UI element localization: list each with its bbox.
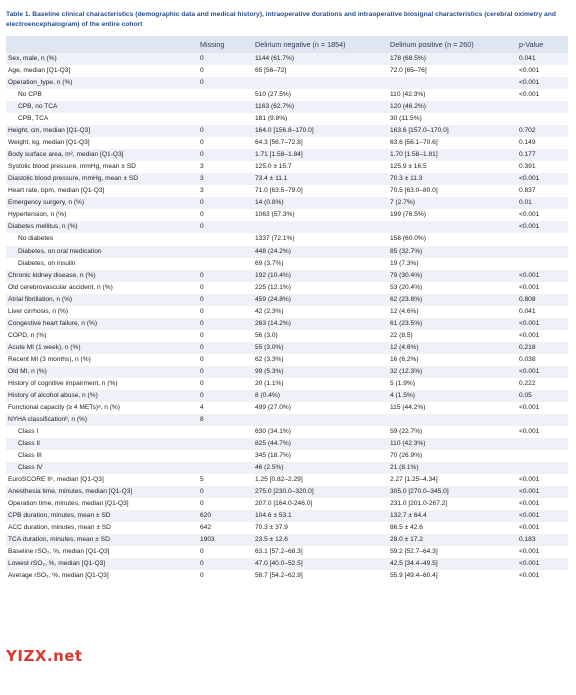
row-delirium-positive: 70.5 [63.0–80.0] [390, 187, 438, 195]
row-missing: 0 [200, 355, 204, 363]
row-label: History of cognitive impairment, n (%) [8, 379, 118, 387]
row-delirium-positive: 28.0 ± 17.2 [390, 536, 423, 544]
row-delirium-positive: 199 (76.5%) [390, 211, 426, 219]
row-p-value: <0.001 [519, 548, 540, 556]
row-p-value: <0.001 [519, 175, 540, 183]
row-missing: 0 [200, 199, 204, 207]
row-delirium-negative: 47.0 [40.0–52.5] [255, 560, 303, 568]
table-row [6, 77, 568, 89]
row-delirium-negative: 1337 (72.1%) [255, 235, 295, 243]
table-row [6, 173, 568, 185]
table-row [6, 185, 568, 197]
row-label: Heart rate, bpm, median [Q1-Q3] [8, 187, 105, 195]
table-row [6, 294, 568, 306]
table-row [6, 89, 568, 101]
row-delirium-positive: 12 (4.6%) [390, 307, 419, 315]
row-p-value: <0.001 [519, 271, 540, 279]
row-p-value: <0.001 [519, 223, 540, 231]
row-p-value: <0.001 [519, 331, 540, 339]
row-delirium-positive: 21 (8.1%) [390, 464, 419, 472]
row-label: No diabetes [18, 235, 54, 243]
row-missing: 0 [200, 271, 204, 279]
row-missing: 0 [200, 283, 204, 291]
table-row [6, 209, 568, 221]
row-p-value: <0.001 [519, 367, 540, 375]
row-delirium-positive: 22 (8.5) [390, 331, 413, 339]
table-row [6, 65, 568, 77]
row-delirium-negative: 192 (10.4%) [255, 271, 291, 279]
row-delirium-negative: 14 (0.8%) [255, 199, 284, 207]
row-p-value: 0.391 [519, 163, 536, 171]
table-row [6, 366, 568, 378]
row-delirium-positive: 55.9 [49.4–60.4] [390, 572, 438, 580]
row-missing: 0 [200, 367, 204, 375]
row-delirium-positive: 231.0 [201.0-267.2] [390, 500, 448, 508]
row-p-value: <0.001 [519, 283, 540, 291]
table-row [6, 474, 568, 486]
row-delirium-negative: 448 (24.2%) [255, 247, 291, 255]
row-p-value: <0.001 [519, 488, 540, 496]
table-caption: Table 1. Baseline clinical characteristics (demographic data and medical history), intraoperative durations and intraoperative biosignal characteristics (cerebral oximetry and electroencephalogram) of the entire cohort [6, 11, 556, 28]
row-missing: 0 [200, 488, 204, 496]
row-delirium-negative: 73.4 ± 11.1 [255, 175, 288, 183]
row-delirium-positive: 4 (1.5%) [390, 391, 415, 399]
row-missing: 0 [200, 55, 204, 62]
row-label: Hypertension, n (%) [8, 211, 67, 219]
row-delirium-negative: 263 (14.2%) [255, 319, 291, 327]
table-row [6, 486, 568, 498]
row-delirium-negative: 56 (3.0) [255, 331, 278, 339]
row-delirium-negative: 62 (3.3%) [255, 355, 284, 363]
row-label: CPB, TCA [18, 115, 49, 123]
row-delirium-negative: 1163 (62.7%) [255, 103, 295, 111]
row-delirium-positive: 7 (2.7%) [390, 199, 415, 207]
row-missing: 0 [200, 151, 204, 159]
row-label: Diastolic blood pressure, mmHg, mean ± SD [8, 175, 139, 183]
row-label: Class IV [18, 464, 43, 472]
row-delirium-positive: 61 (23.5%) [390, 319, 423, 327]
row-missing: 3 [200, 163, 204, 171]
row-label: Congestive heart failure, n (%) [8, 319, 98, 327]
row-missing: 620 [200, 512, 212, 520]
table-row [6, 558, 568, 570]
header-p-value: p-Value [519, 40, 544, 49]
row-label: Emergency surgery, n (%) [8, 199, 85, 207]
row-delirium-positive: 305.0 [270.0–345.0] [390, 488, 449, 496]
row-p-value: 0.041 [519, 55, 536, 62]
row-missing: 8 [200, 415, 204, 423]
row-delirium-negative: 46 (2.5%) [255, 464, 284, 472]
row-delirium-positive: 63.6 [56.1–70.6] [390, 139, 438, 147]
table-row [6, 546, 568, 558]
row-delirium-positive: 12 (4.6%) [390, 343, 419, 351]
row-delirium-positive: 132.7 ± 64.4 [390, 512, 427, 520]
table-body [6, 53, 568, 582]
row-missing: 0 [200, 391, 204, 399]
watermark-logo: YIZX.net [6, 647, 83, 665]
row-p-value: <0.001 [519, 500, 540, 508]
row-missing: 3 [200, 187, 204, 195]
row-missing: 0 [200, 500, 204, 508]
table-row [6, 414, 568, 426]
row-label: Recent MI (3 months), n (%) [8, 355, 91, 363]
row-label: Liver cirrhosis, n (%) [8, 307, 69, 315]
table-row [6, 426, 568, 438]
row-delirium-negative: 42 (2.3%) [255, 307, 284, 315]
row-label: Age, median [Q1-Q3] [8, 67, 71, 75]
row-delirium-negative: 104.6 ± 53.1 [255, 512, 292, 520]
row-delirium-negative: 1.25 [0.82–2.29] [255, 476, 303, 484]
row-delirium-negative: 125.0 ± 15.7 [255, 163, 292, 171]
row-missing: 4 [200, 403, 204, 411]
row-label: Anesthesia time, minutes, median [Q1-Q3] [8, 488, 133, 496]
row-delirium-negative: 8 (0.4%) [255, 391, 280, 399]
table-row [6, 258, 568, 270]
row-delirium-positive: 5 (1.9%) [390, 379, 415, 387]
row-delirium-positive: 110 (42.3%) [390, 440, 426, 447]
row-missing: 642 [200, 524, 212, 532]
row-label: Old MI, n (%) [8, 367, 47, 375]
row-delirium-positive: 19 (7.3%) [390, 259, 419, 267]
row-missing: 0 [200, 211, 204, 219]
row-p-value: <0.001 [519, 524, 540, 532]
row-delirium-negative: 181 (9.8%) [255, 115, 288, 123]
row-delirium-negative: 64.3 [56.7–72.8] [255, 139, 303, 147]
row-delirium-negative: 1.71 [1.58–1.84] [255, 151, 303, 159]
row-delirium-negative: 71.0 [63.5–79.0] [255, 187, 303, 195]
row-delirium-positive: 70.3 ± 11.3 [390, 175, 423, 183]
row-missing: 0 [200, 379, 204, 387]
row-delirium-positive: 163.6 [157.0–170.0] [390, 127, 449, 135]
row-label: Operation time, minutes, median [Q1-Q3] [8, 500, 129, 508]
row-p-value: 0.808 [519, 295, 536, 303]
row-missing: 0 [200, 548, 204, 556]
row-label: TCA duration, minutes, mean ± SD [8, 536, 110, 544]
table-row [6, 137, 568, 149]
row-p-value: 0.149 [519, 139, 536, 147]
row-delirium-negative: 345 (18.7%) [255, 452, 291, 460]
row-delirium-positive: 16 (6.2%) [390, 355, 419, 363]
table-row [6, 246, 568, 258]
row-p-value: <0.001 [519, 476, 540, 484]
row-delirium-positive: 42.5 [34.4–49.5] [390, 560, 438, 568]
row-delirium-negative: 20 (1.1%) [255, 379, 284, 387]
row-missing: 0 [200, 560, 204, 568]
row-label: CPB, no TCA [18, 103, 58, 111]
row-delirium-positive: 70 (26.9%) [390, 452, 423, 460]
row-missing: 0 [200, 319, 204, 327]
row-delirium-negative: 65 [56–72] [255, 67, 287, 75]
row-missing: 5 [200, 476, 204, 484]
row-delirium-negative: 499 (27.0%) [255, 403, 291, 411]
row-delirium-positive: 30 (11.5%) [390, 115, 422, 123]
row-delirium-negative: 23.5 ± 12.6 [255, 536, 288, 544]
row-label: Diabetes, on oral medication [18, 247, 102, 255]
row-p-value: 0.702 [519, 127, 536, 135]
row-delirium-positive: 115 (44.2%) [390, 403, 426, 411]
row-label: Class I [18, 427, 39, 435]
row-delirium-negative: 55 (3.0%) [255, 343, 284, 351]
row-missing: 0 [200, 343, 204, 351]
row-missing: 0 [200, 67, 204, 75]
row-label: Acute MI (1 week), n (%) [8, 343, 81, 351]
table-row [6, 570, 568, 582]
table-row [6, 53, 568, 65]
table-row [6, 318, 568, 330]
row-label: NYHA classificationᵇ, n (%) [8, 415, 88, 423]
row-p-value: 0.01 [519, 199, 532, 207]
row-label: Operation_type, n (%) [8, 79, 73, 87]
row-delirium-negative: 58.7 [54.2–62.9] [255, 572, 303, 580]
row-delirium-negative: 1144 (61.7%) [255, 55, 295, 62]
row-missing: 0 [200, 331, 204, 339]
row-p-value: 0.041 [519, 307, 536, 315]
row-missing: 1903 [200, 536, 215, 544]
row-delirium-positive: 85 (32.7%) [390, 247, 423, 255]
row-missing: 0 [200, 139, 204, 147]
row-delirium-negative: 459 (24.8%) [255, 295, 291, 303]
row-label: Class II [18, 440, 40, 447]
row-delirium-negative: 63.1 [57.2–68.3] [255, 548, 303, 556]
table-row [6, 270, 568, 282]
row-missing: 0 [200, 127, 204, 135]
row-delirium-positive: 2.27 [1.25–4.34] [390, 476, 438, 484]
row-label: Diabetes, on insulin [18, 259, 76, 267]
row-label: Baseline rSO₂, %, median [Q1-Q3] [8, 548, 110, 556]
row-delirium-positive: 32 (12.3%) [390, 367, 423, 375]
table-row [6, 342, 568, 354]
row-label: Average rSO₂, %, median [Q1-Q3] [8, 572, 109, 580]
row-delirium-negative: 630 (34.1%) [255, 427, 291, 435]
row-p-value: <0.001 [519, 319, 540, 327]
row-delirium-positive: 72.0 [65–76] [390, 67, 427, 75]
row-missing: 0 [200, 79, 204, 87]
header-delirium-negative: Delirium negative (n = 1854) [255, 40, 346, 49]
row-missing: 0 [200, 307, 204, 315]
row-label: Atrial fibrillation, n (%) [8, 295, 73, 303]
row-p-value: 0.177 [519, 151, 536, 159]
row-delirium-negative: 510 (27.5%) [255, 91, 291, 99]
row-missing: 0 [200, 223, 204, 231]
row-p-value: <0.001 [519, 560, 540, 568]
row-delirium-positive: 86.5 ± 42.6 [390, 524, 423, 532]
table-row [6, 149, 568, 161]
row-p-value: <0.001 [519, 403, 540, 411]
table-row [6, 282, 568, 294]
table-row [6, 402, 568, 414]
table-row [6, 330, 568, 342]
table-row [6, 378, 568, 390]
header-delirium-positive: Delirium positive (n = 260) [390, 40, 474, 49]
table-row [6, 498, 568, 510]
table-row [6, 101, 568, 113]
table-row [6, 125, 568, 137]
row-p-value: 0.218 [519, 343, 536, 351]
row-label: Systolic blood pressure, mmHg, mean ± SD [8, 163, 136, 171]
row-delirium-negative: 70.3 ± 37.9 [255, 524, 288, 532]
table-row [6, 233, 568, 245]
row-p-value: <0.001 [519, 67, 540, 75]
row-label: EuroSCORE IIᶜ, median [Q1-Q3] [8, 476, 104, 484]
row-label: Chronic kidney disease, n (%) [8, 271, 96, 279]
row-label: Lowest rSO₂, %, median [Q1-Q3] [8, 560, 106, 568]
row-delirium-negative: 225 (12.1%) [255, 283, 291, 291]
row-label: Diabetes mellitus, n (%) [8, 223, 78, 231]
table-row [6, 354, 568, 366]
table-row [6, 197, 568, 209]
row-label: CPB duration, minutes, mean ± SD [8, 512, 111, 520]
table-row [6, 450, 568, 462]
table-row [6, 534, 568, 546]
row-p-value: <0.001 [519, 91, 540, 99]
row-p-value: 0.038 [519, 355, 536, 363]
row-missing: 3 [200, 175, 204, 183]
row-delirium-negative: 207.0 [164.0-246.0] [255, 500, 313, 508]
row-label: ACC duration, minutes, mean ± SD [8, 524, 111, 532]
row-delirium-positive: 110 (42.3%) [390, 91, 426, 99]
row-missing: 0 [200, 295, 204, 303]
row-p-value: <0.001 [519, 211, 540, 219]
row-delirium-negative: 69 (3.7%) [255, 259, 284, 267]
row-delirium-negative: 164.0 [156.8–170.0] [255, 127, 314, 135]
row-delirium-positive: 120 (46.2%) [390, 103, 426, 111]
row-delirium-positive: 125.9 ± 16.5 [390, 163, 427, 171]
row-delirium-negative: 99 (5.3%) [255, 367, 284, 375]
table-row [6, 221, 568, 233]
row-label: Height, cm, median [Q1-Q3] [8, 127, 91, 135]
row-p-value: <0.001 [519, 427, 540, 435]
row-delirium-positive: 79 (30.4%) [390, 271, 423, 279]
table-row [6, 306, 568, 318]
row-p-value: 0.837 [519, 187, 536, 195]
row-p-value: <0.001 [519, 79, 540, 87]
row-delirium-positive: 59.2 [52.7–64.3] [390, 548, 438, 556]
row-delirium-negative: 275.0 [230.0–320.0] [255, 488, 314, 496]
row-p-value: 0.222 [519, 379, 536, 387]
row-p-value: <0.001 [519, 512, 540, 520]
table-row [6, 522, 568, 534]
row-label: Old cerebrovascular accident, n (%) [8, 283, 113, 291]
row-delirium-positive: 59 (22.7%) [390, 427, 423, 435]
table-row [6, 390, 568, 402]
row-delirium-positive: 178 (68.5%) [390, 55, 426, 62]
row-p-value: 0.05 [519, 391, 532, 399]
row-label: COPD, n (%) [8, 331, 47, 339]
table-row [6, 113, 568, 125]
row-label: History of alcohol abuse, n (%) [8, 391, 98, 399]
row-label: Class III [18, 452, 42, 460]
row-label: No CPB [18, 91, 42, 99]
row-delirium-positive: 62 (23.8%) [390, 295, 423, 303]
row-delirium-negative: 1063 (57.3%) [255, 211, 295, 219]
row-missing: 0 [200, 572, 204, 580]
row-delirium-positive: 156 (60.0%) [390, 235, 426, 243]
row-label: Weight, kg, median [Q1-Q3] [8, 139, 90, 147]
row-label: Functional capacity (≥ 4 METs)ᵃ, n (%) [8, 403, 120, 411]
table-row [6, 438, 568, 450]
row-delirium-positive: 53 (20.4%) [390, 283, 423, 291]
header-missing: Missing [200, 40, 225, 49]
row-p-value: <0.001 [519, 572, 540, 580]
table-row [6, 161, 568, 173]
row-label: Body surface area, m², median [Q1-Q3] [8, 151, 124, 159]
table-row [6, 462, 568, 474]
row-delirium-negative: 825 (44.7%) [255, 440, 291, 447]
row-p-value: 0.183 [519, 536, 536, 544]
table-header [6, 36, 568, 53]
row-delirium-positive: 1.70 [1.58–1.81] [390, 151, 438, 159]
row-label: Sex, male, n (%) [8, 55, 57, 62]
table-row [6, 510, 568, 522]
